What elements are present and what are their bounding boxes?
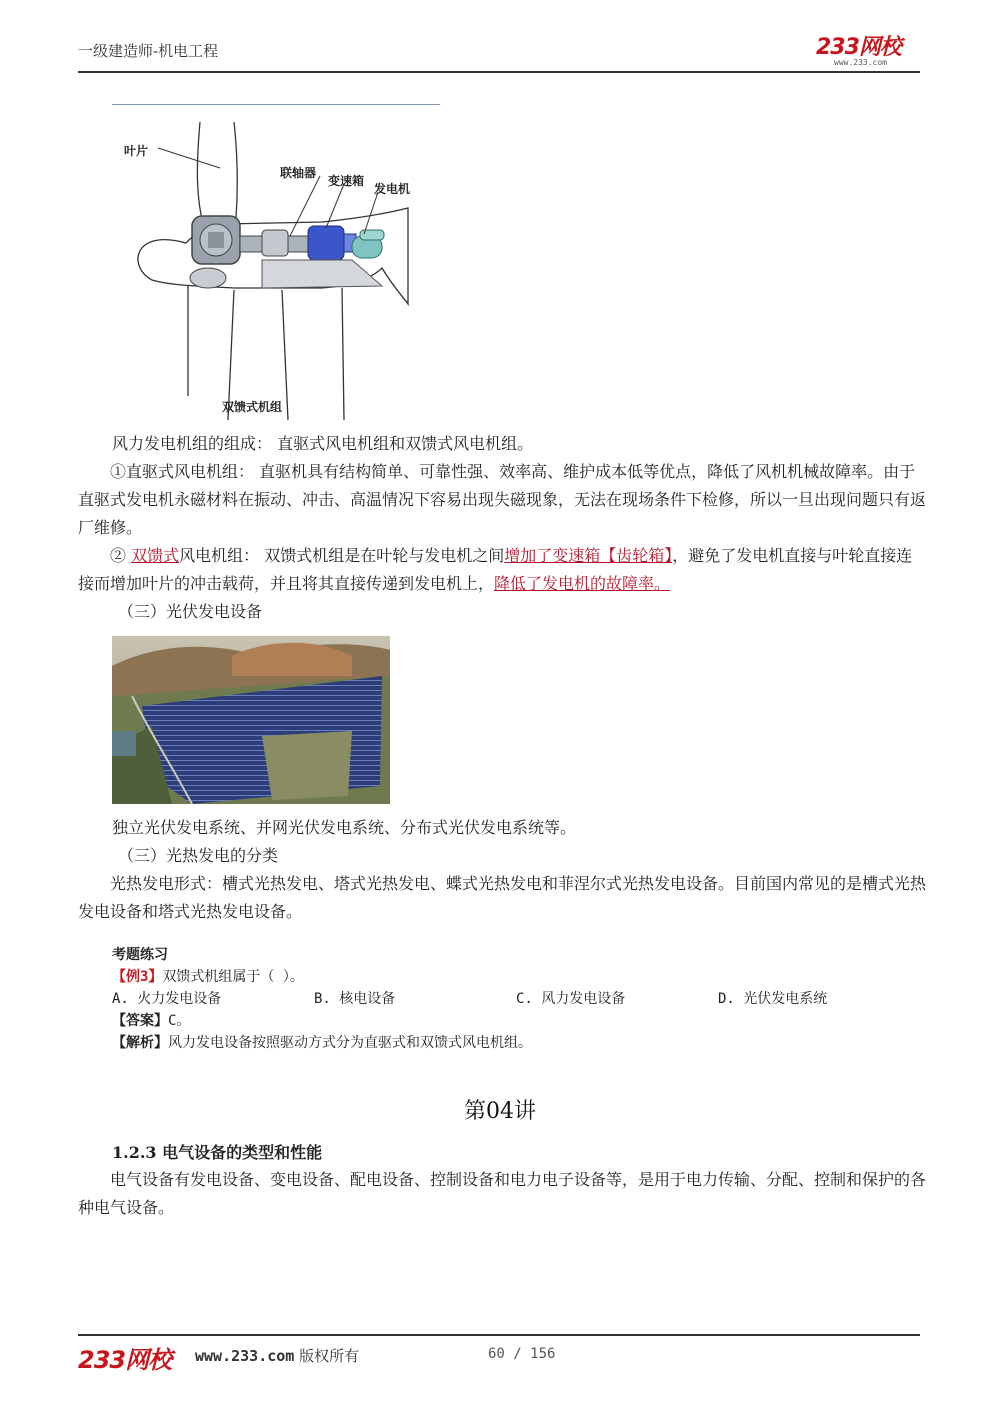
paragraph-composition: 风力发电机组的组成： 直驱式风电机组和双馈式风电机组。: [112, 434, 534, 453]
header-divider: [78, 71, 920, 73]
option-c: C. 风力发电设备: [516, 991, 626, 1007]
heading-solar-thermal: （三）光热发电的分类: [118, 846, 279, 865]
exam-analysis: [112, 1032, 912, 1054]
section-text: 电气设备有发电设备、变电设备、配电设备、控制设备和电力电子设备等，是用于电力传输、分配、控制和保护的各种电气设备。: [78, 1170, 927, 1217]
figure-top-rule: [112, 104, 440, 105]
exam-tag: 【例3】: [112, 969, 163, 985]
exam-answer: [112, 1010, 912, 1032]
footer-url[interactable]: www.233.com: [195, 1347, 295, 1365]
wind-turbine-figure: [112, 118, 442, 420]
answer-value: C。: [168, 1013, 191, 1029]
exam-question: [112, 966, 912, 988]
analysis-label: 【解析】: [112, 1035, 168, 1051]
exam-practice: [112, 944, 912, 1054]
solar-farm-photo: [112, 636, 390, 804]
paragraph-doubly-fed: [78, 542, 928, 598]
analysis-text: 风力发电设备按照驱动方式分为直驱式和双馈式风电机组。: [168, 1035, 532, 1051]
exam-options: [112, 988, 912, 1010]
logo-text: 233网校: [816, 35, 901, 60]
p3-mid2: ，避免了发电机直接与叶轮直接连接而增加叶片的冲击载荷，并且将其直接传递到发电机上，: [78, 546, 913, 593]
label-gearbox: 变速箱: [328, 174, 365, 188]
footer-copyright: [195, 1345, 359, 1366]
figure-caption: 双馈式机组: [222, 400, 283, 414]
label-blade: 叶片: [124, 144, 149, 158]
answer-label: 【答案】: [112, 1013, 168, 1029]
footer-logo[interactable]: 233网校: [78, 1346, 172, 1374]
header-title: 一级建造师-机电工程: [78, 42, 219, 60]
footer-rights: 版权所有: [294, 1347, 360, 1365]
paragraph-solar-thermal: 光热发电形式：槽式光热发电、塔式光热发电、蝶式光热发电和菲涅尔式光热发电设备。目前国内常见的是槽式光热发电设备和塔式光热发电设备。: [78, 874, 927, 921]
option-b: B. 核电设备: [314, 991, 396, 1007]
heading-pv: （三）光伏发电设备: [118, 602, 263, 621]
p3-mid1: 风电机组： 双馈式机组是在叶轮与发电机之间: [179, 546, 505, 565]
logo-url: www.233.com: [834, 58, 887, 67]
paragraph-pv-systems: 独立光伏发电系统、并网光伏发电系统、分布式光伏发电系统等。: [112, 818, 577, 837]
option-a: A. 火力发电设备: [112, 991, 222, 1007]
highlight-gearbox: 增加了变速箱【齿轮箱】: [504, 546, 673, 565]
label-generator: 发电机: [374, 182, 411, 196]
label-coupling: 联轴器: [280, 166, 317, 180]
footer-divider: [78, 1334, 920, 1336]
highlight-failure-rate: 降低了发电机的故障率。: [494, 574, 671, 593]
solar-farm-image: [112, 636, 390, 804]
header-logo[interactable]: [816, 30, 926, 66]
highlight-doubly-fed: 双馈式: [131, 546, 180, 565]
paragraph-direct-drive: ①直驱式风电机组： 直驱机具有结构简单、可靠性强、效率高、维护成本低等优点，降低了风机机械故障率。由于直驱式发电机永磁材料在振动、冲击、高温情况下容易出现失磁现象，无法在现场条件下检修，所以一旦出现问题只有返厂维修。: [78, 462, 927, 537]
exam-heading: 考题练习: [112, 947, 168, 963]
option-d: D. 光伏发电系统: [718, 991, 828, 1007]
p3-prefix: ②: [110, 546, 132, 565]
exam-question-text: 双馈式机组属于（ ）。: [162, 969, 304, 985]
section-title: 1.2.3 电气设备的类型和性能: [112, 1143, 323, 1162]
page-number: 60 / 156: [488, 1346, 556, 1362]
lecture-title: 第04讲: [464, 1099, 536, 1124]
wind-turbine-diagram: [112, 118, 442, 420]
